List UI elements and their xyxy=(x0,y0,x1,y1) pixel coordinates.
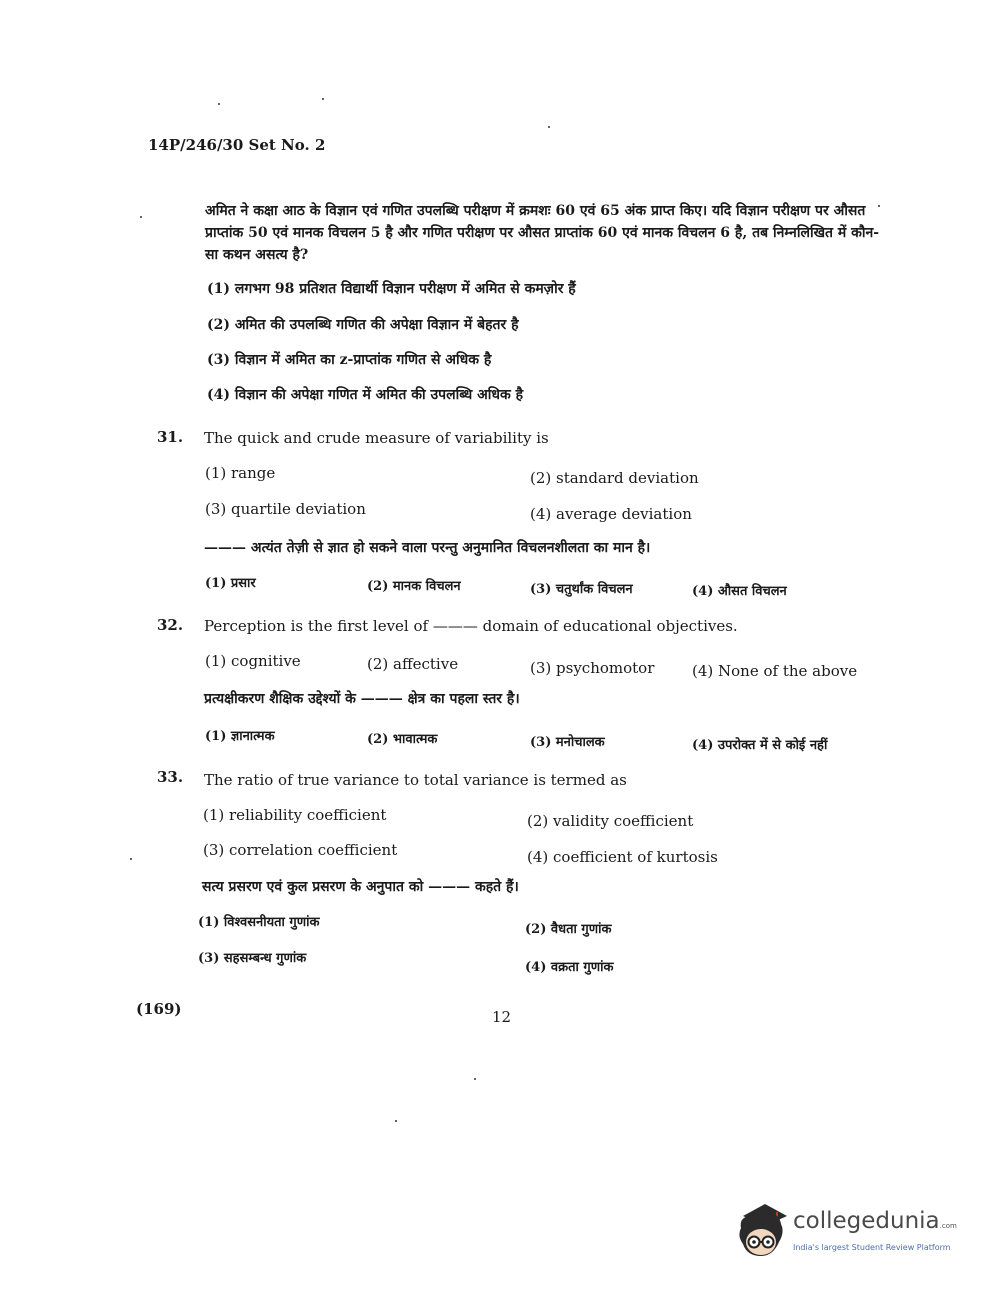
page-number: 12 xyxy=(492,1008,512,1026)
question-31-hindi-text: ——— अत्यंत तेज़ी से ज्ञात हो सकने वाला परन्तु अनुमानित विचलनशीलता का मान है। xyxy=(204,540,651,556)
question-31-hindi-option-3: (3) चतुर्थांक विचलन xyxy=(530,582,633,597)
question-33-option-4: (4) coefficient of kurtosis xyxy=(527,848,718,866)
scan-speck xyxy=(395,1120,397,1122)
question-32-option-1: (1) cognitive xyxy=(205,652,301,670)
question-31-text: The quick and crude measure of variability is xyxy=(204,429,549,447)
question-32-option-2: (2) affective xyxy=(367,655,459,673)
question-31-hindi-option-4: (4) औसत विचलन xyxy=(692,584,787,599)
question-31-hindi-option-1: (1) प्रसार xyxy=(205,576,256,591)
question-33-hindi-option-4: (4) वक्रता गुणांक xyxy=(525,960,614,975)
paper-code: 14P/246/30 Set No. 2 xyxy=(148,136,326,154)
question-33-hindi-option-2: (2) वैधता गुणांक xyxy=(525,922,612,937)
question-31-hindi-option-2: (2) मानक विचलन xyxy=(367,579,461,594)
question-33-option-1: (1) reliability coefficient xyxy=(203,806,387,824)
question-32-text: Perception is the first level of ——— domain of educational objectives. xyxy=(204,617,738,635)
hindi-stem-option-2: (2) अमित की उपलब्धि गणित की अपेक्षा विज्ञान में बेहतर है xyxy=(207,317,519,333)
collegedunia-wordmark: collegedunia.com xyxy=(793,1208,957,1234)
question-32-hindi-option-3: (3) मनोचालक xyxy=(530,735,605,750)
question-32-hindi-option-1: (1) ज्ञानात्मक xyxy=(205,729,275,744)
collegedunia-mascot-icon xyxy=(735,1198,791,1260)
question-32-hindi-option-4: (4) उपरोक्त में से कोई नहीं xyxy=(692,738,828,753)
hindi-stem-option-3: (3) विज्ञान में अमित का z-प्राप्तांक गणित से अधिक है xyxy=(207,352,492,368)
question-33-number: 33. xyxy=(157,768,184,786)
scan-speck xyxy=(140,216,142,218)
question-32-option-3: (3) psychomotor xyxy=(530,659,655,677)
question-32-option-4: (4) None of the above xyxy=(692,662,858,680)
booklet-code: (169) xyxy=(136,1000,182,1018)
scan-speck xyxy=(474,1078,476,1080)
question-31-option-1: (1) range xyxy=(205,464,276,482)
hindi-question-stem: अमित ने कक्षा आठ के विज्ञान एवं गणित उपलब्धि परीक्षण में क्रमशः 60 एवं 65 अंक प्राप्त किए। यदि विज्ञान परीक्षण पर औसत प्राप्तांक 50 एवं मानक विचलन 5 है और गणित परीक्षण पर औसत प्राप्तांक 60 एवं मानक विचलन 6 है, तब निम्नलिखित में कौन-सा कथन असत्य है? xyxy=(205,203,880,263)
question-31-option-2: (2) standard deviation xyxy=(530,469,699,487)
collegedunia-tagline: India's largest Student Review Platform xyxy=(793,1243,951,1252)
hindi-stem-option-1: (1) लगभग 98 प्रतिशत विद्यार्थी विज्ञान परीक्षण में अमित से कमज़ोर हैं xyxy=(207,281,576,297)
question-33-hindi-option-1: (1) विश्वसनीयता गुणांक xyxy=(198,915,320,930)
scan-speck xyxy=(130,858,132,860)
scan-speck xyxy=(878,205,880,207)
scan-speck xyxy=(548,126,550,128)
question-33-option-2: (2) validity coefficient xyxy=(527,812,694,830)
question-33-hindi-option-3: (3) सहसम्बन्ध गुणांक xyxy=(198,951,307,966)
question-31-number: 31. xyxy=(157,428,184,446)
collegedunia-watermark xyxy=(735,1196,960,1264)
question-33-option-3: (3) correlation coefficient xyxy=(203,841,398,859)
question-31-option-3: (3) quartile deviation xyxy=(205,500,366,518)
hindi-stem-option-4: (4) विज्ञान की अपेक्षा गणित में अमित की उपलब्धि अधिक है xyxy=(207,387,524,403)
scan-speck xyxy=(322,98,324,100)
question-31-option-4: (4) average deviation xyxy=(530,505,692,523)
question-32-hindi-option-2: (2) भावात्मक xyxy=(367,732,438,747)
question-33-hindi-text: सत्य प्रसरण एवं कुल प्रसरण के अनुपात को ——— कहते हैं। xyxy=(202,879,519,895)
question-32-hindi-text: प्रत्यक्षीकरण शैक्षिक उद्देश्यों के ——— क्षेत्र का पहला स्तर है। xyxy=(204,691,520,707)
question-33-text: The ratio of true variance to total variance is termed as xyxy=(204,771,627,789)
scan-speck xyxy=(218,103,220,105)
question-32-number: 32. xyxy=(157,616,184,634)
